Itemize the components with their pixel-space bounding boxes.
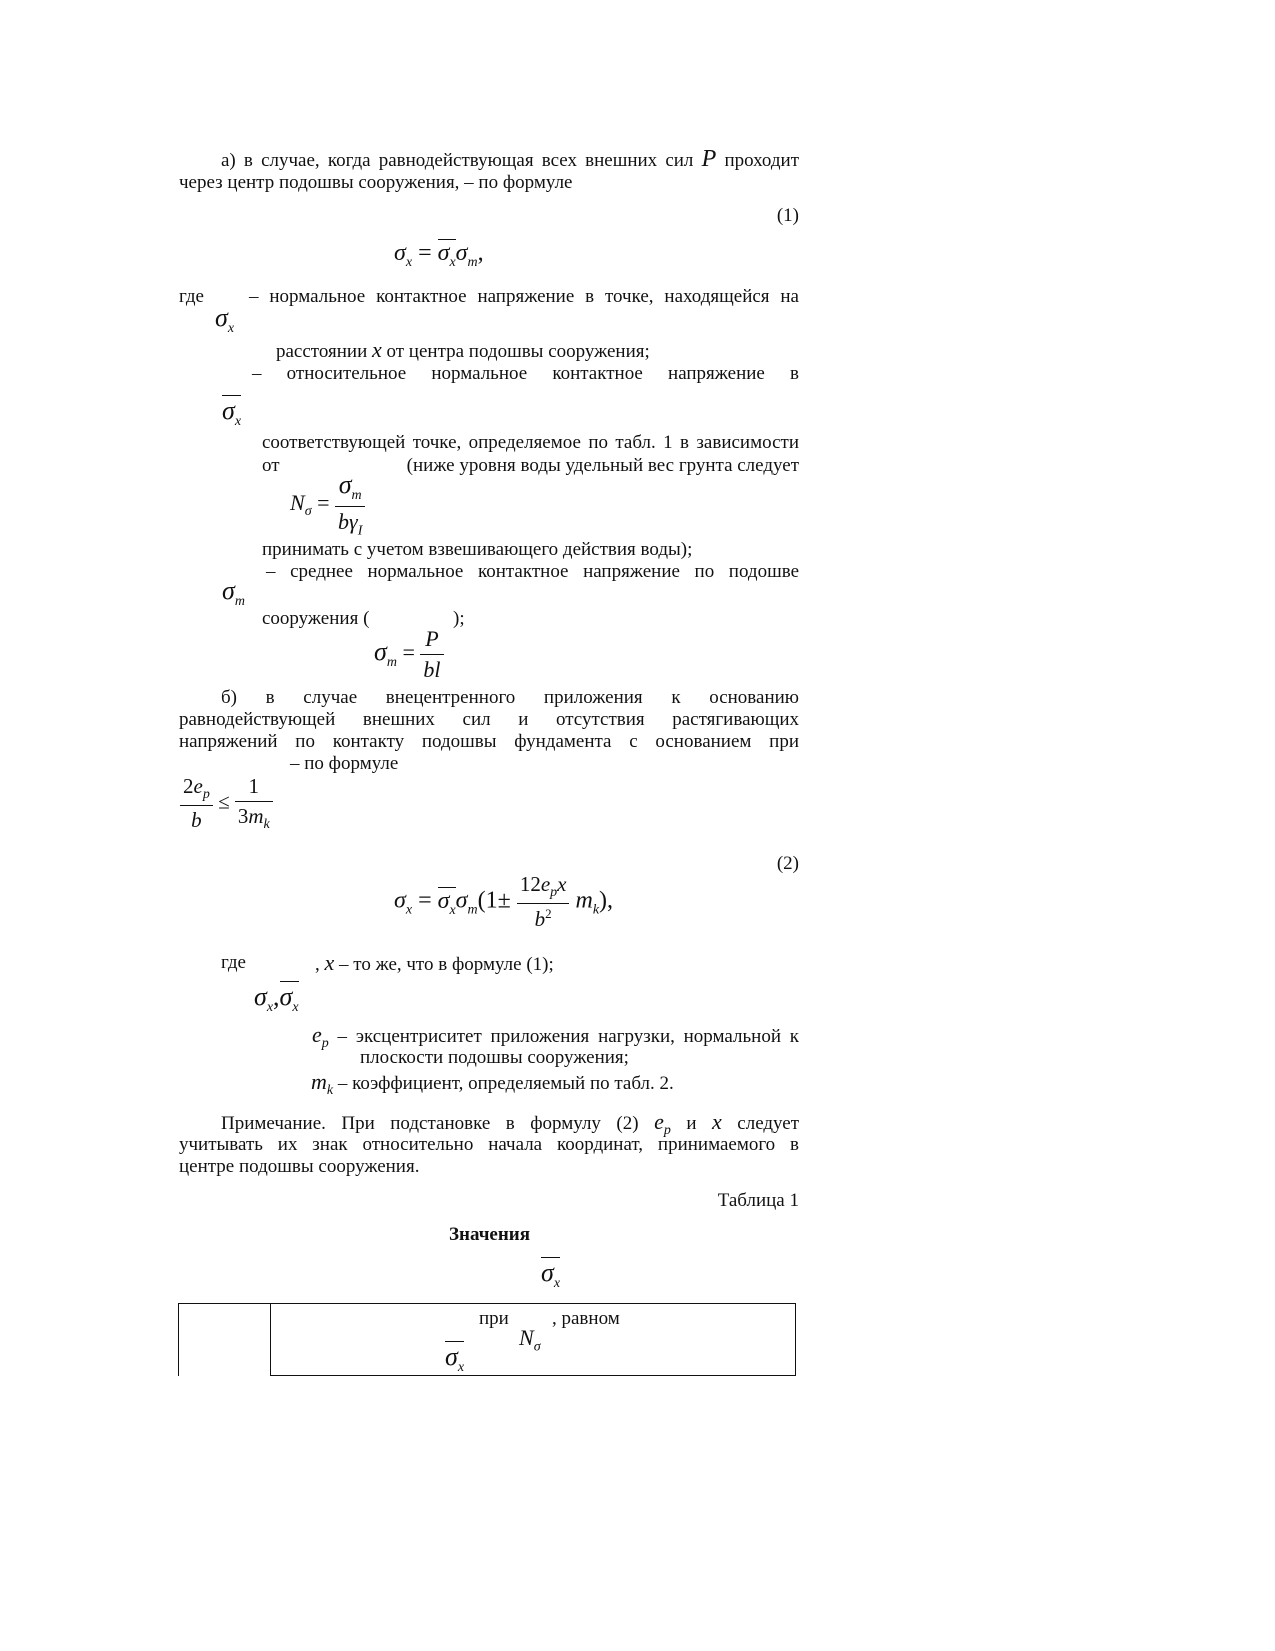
paragraph-a-line2: через центр подошвы сооружения, – по формуле xyxy=(179,172,573,193)
equation-2-number: (2) xyxy=(776,853,799,874)
paragraph-a-line1: а) в случае, когда равнодействующая всех внешних сил P проходит xyxy=(221,146,799,172)
relative-stress-description-4: принимать с учетом взвешивающего действия воды); xyxy=(262,539,693,560)
sigma-m-formula: $\sigma_m$ = $\frac{P}{bl}$ xyxy=(374,626,444,683)
table-1-header-sigma-bar: $\sigma_x$ xyxy=(445,1342,465,1376)
table-1-header-ravnom: , равном xyxy=(552,1308,620,1329)
where-2-text: , x – то же, что в формуле (1); xyxy=(315,950,554,975)
paragraph-b-line3: напряжений по контакту подошвы фундамента с основанием при xyxy=(179,731,799,752)
mean-stress-description-2-end: ); xyxy=(453,608,465,629)
relative-stress-description-2: соответствующей точке, определяемое по табл. 1 в зависимости xyxy=(262,432,799,453)
ep-description-2: плоскости подошвы сооружения; xyxy=(360,1047,629,1068)
n-sigma-formula: $N_\sigma$ = $\frac{\sigma_m}{b\gamma_I}$ xyxy=(290,470,365,540)
equation-1: $\sigma_x = \sigma_x\sigma_m$, xyxy=(394,240,484,270)
mean-stress-description-1: – среднее нормальное контактное напряжение по подошве xyxy=(266,561,799,582)
mk-description: $m_k$ – коэффициент, определяемый по табл. 2. xyxy=(311,1069,674,1098)
eccentricity-condition: $\frac{2e_p}{b}$ ≤ $\frac{1}{3m_k}$ xyxy=(180,774,273,833)
equation-2: $\sigma_x = \sigma_x\sigma_m(1\pm$ $\frac{12e_px}{b^2}$ $m_k$), xyxy=(394,872,614,932)
table-1-label: Таблица 1 xyxy=(717,1190,799,1211)
paragraph-b-line4: – по формуле xyxy=(290,753,399,774)
paragraph-b-line1: б) в случае внецентренного приложения к основанию xyxy=(221,687,799,708)
table-1-header-pri: при xyxy=(479,1308,509,1329)
where-label-1: где xyxy=(179,286,204,307)
table-1-title: Значения xyxy=(449,1224,531,1245)
table-1-title-symbol: $\sigma_x$ xyxy=(541,1258,561,1292)
ep-description-1: $e_p$ – эксцентриситет приложения нагрузки, нормальной к xyxy=(312,1022,800,1051)
mean-stress-description-2-start: сооружения ( xyxy=(262,608,370,629)
relative-stress-description-3-end: (ниже уровня воды удельный вес грунта следует xyxy=(406,455,799,476)
sigma-x-bar-symbol: $\sigma_x$ xyxy=(222,396,242,430)
sigma-x-and-bar-symbols: $\sigma_x,\sigma_x$ xyxy=(254,982,299,1016)
equation-1-number: (1) xyxy=(776,205,799,226)
sigma-x-description: – нормальное контактное напряжение в точке, находящейся на xyxy=(249,286,799,307)
relative-stress-description-1: – относительное нормальное контактное напряжение в xyxy=(252,363,799,384)
sigma-x-description-2: расстоянии x от центра подошвы сооружения; xyxy=(276,337,650,362)
note-line2: учитывать их знак относительно начала координат, принимаемого в xyxy=(179,1134,799,1155)
table-1-left-cell xyxy=(178,1303,271,1376)
relative-stress-description-3-start: от xyxy=(262,455,280,476)
table-1-header-n-sigma: $N_\sigma$ xyxy=(519,1325,541,1355)
note-line1: Примечание. При подстановке в формулу (2) $e_p$ и x следует xyxy=(221,1109,800,1138)
sigma-m-symbol: $\sigma_m$ xyxy=(222,576,245,610)
paragraph-b-line2: равнодействующей внешних сил и отсутствия растягивающих xyxy=(179,709,799,730)
note-line3: центре подошвы сооружения. xyxy=(179,1156,420,1177)
sigma-x-symbol: $\sigma_x$ xyxy=(215,303,235,337)
where-label-2: где xyxy=(221,952,246,973)
